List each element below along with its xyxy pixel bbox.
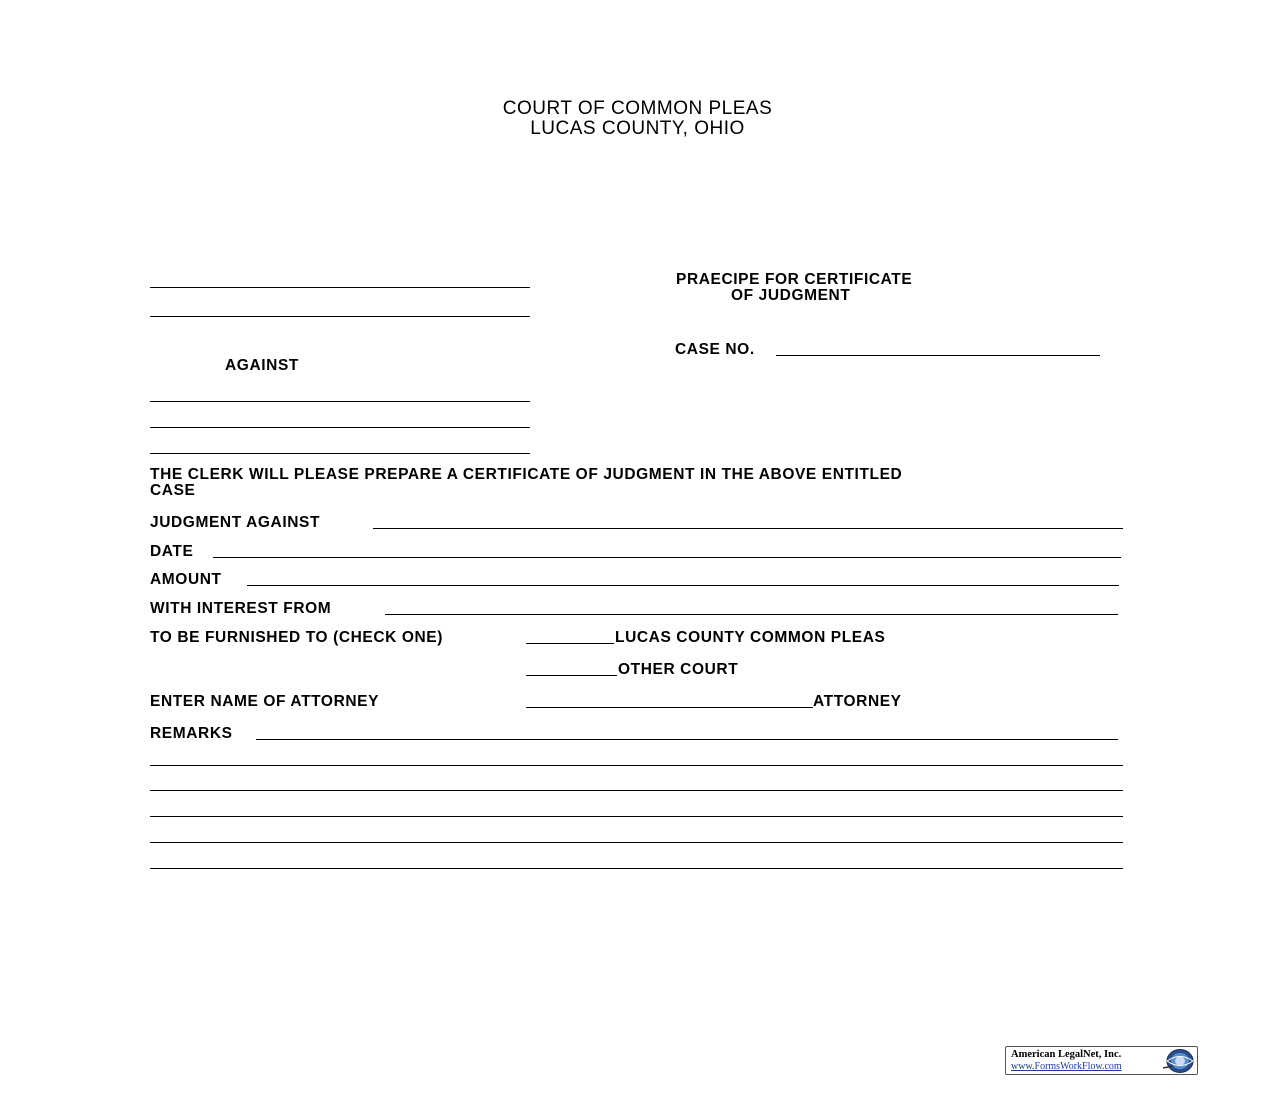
defendant-line-2[interactable]: [150, 427, 530, 428]
form-title-line2: OF JUDGMENT: [731, 287, 851, 304]
instruction-line1: THE CLERK WILL PLEASE PREPARE A CERTIFICATE OF JUDGMENT IN THE ABOVE ENTITLED: [150, 466, 903, 483]
remarks-extra-line[interactable]: [150, 790, 1123, 791]
remarks-label: REMARKS: [150, 725, 233, 742]
form-title-line1: PRAECIPE FOR CERTIFICATE: [676, 271, 913, 288]
date-label: DATE: [150, 543, 194, 560]
interest-from-line[interactable]: [385, 614, 1118, 615]
furnished-to-label: TO BE FURNISHED TO (CHECK ONE): [150, 629, 443, 646]
amount-line[interactable]: [247, 585, 1119, 586]
defendant-line-3[interactable]: [150, 453, 530, 454]
logo-url-link[interactable]: www.FormsWorkFlow.com: [1011, 1061, 1122, 1072]
other-court-label: OTHER COURT: [618, 661, 739, 678]
judgment-against-label: JUDGMENT AGAINST: [150, 514, 321, 531]
remarks-line[interactable]: [256, 739, 1118, 740]
remarks-extra-line[interactable]: [150, 868, 1123, 869]
court-title: COURT OF COMMON PLEAS: [502, 98, 773, 119]
instruction-line2: CASE: [150, 482, 196, 499]
defendant-line-1[interactable]: [150, 401, 530, 402]
case-no-label: CASE NO.: [675, 341, 755, 358]
plaintiff-line-1[interactable]: [150, 287, 530, 288]
against-label: AGAINST: [225, 357, 299, 374]
remarks-extra-line[interactable]: [150, 842, 1123, 843]
plaintiff-line-2[interactable]: [150, 316, 530, 317]
judgment-against-line[interactable]: [373, 528, 1123, 529]
lucas-checkbox-line[interactable]: [526, 643, 614, 644]
attorney-suffix-label: ATTORNEY: [813, 693, 902, 710]
logo-company-name: American LegalNet, Inc.: [1011, 1049, 1122, 1060]
remarks-extra-line[interactable]: [150, 816, 1123, 817]
remarks-extra-line[interactable]: [150, 765, 1123, 766]
county-title: LUCAS COUNTY, OHIO: [530, 118, 745, 139]
date-line[interactable]: [213, 557, 1121, 558]
globe-icon: [1161, 1048, 1195, 1074]
amount-label: AMOUNT: [150, 571, 222, 588]
case-no-line[interactable]: [776, 355, 1100, 356]
interest-from-label: WITH INTEREST FROM: [150, 600, 332, 617]
attorney-name-line[interactable]: [526, 707, 813, 708]
other-court-checkbox-line[interactable]: [526, 675, 617, 676]
attorney-name-label: ENTER NAME OF ATTORNEY: [150, 693, 380, 710]
lucas-option-label: LUCAS COUNTY COMMON PLEAS: [615, 629, 886, 646]
american-legalnet-logo[interactable]: [1005, 1046, 1198, 1075]
